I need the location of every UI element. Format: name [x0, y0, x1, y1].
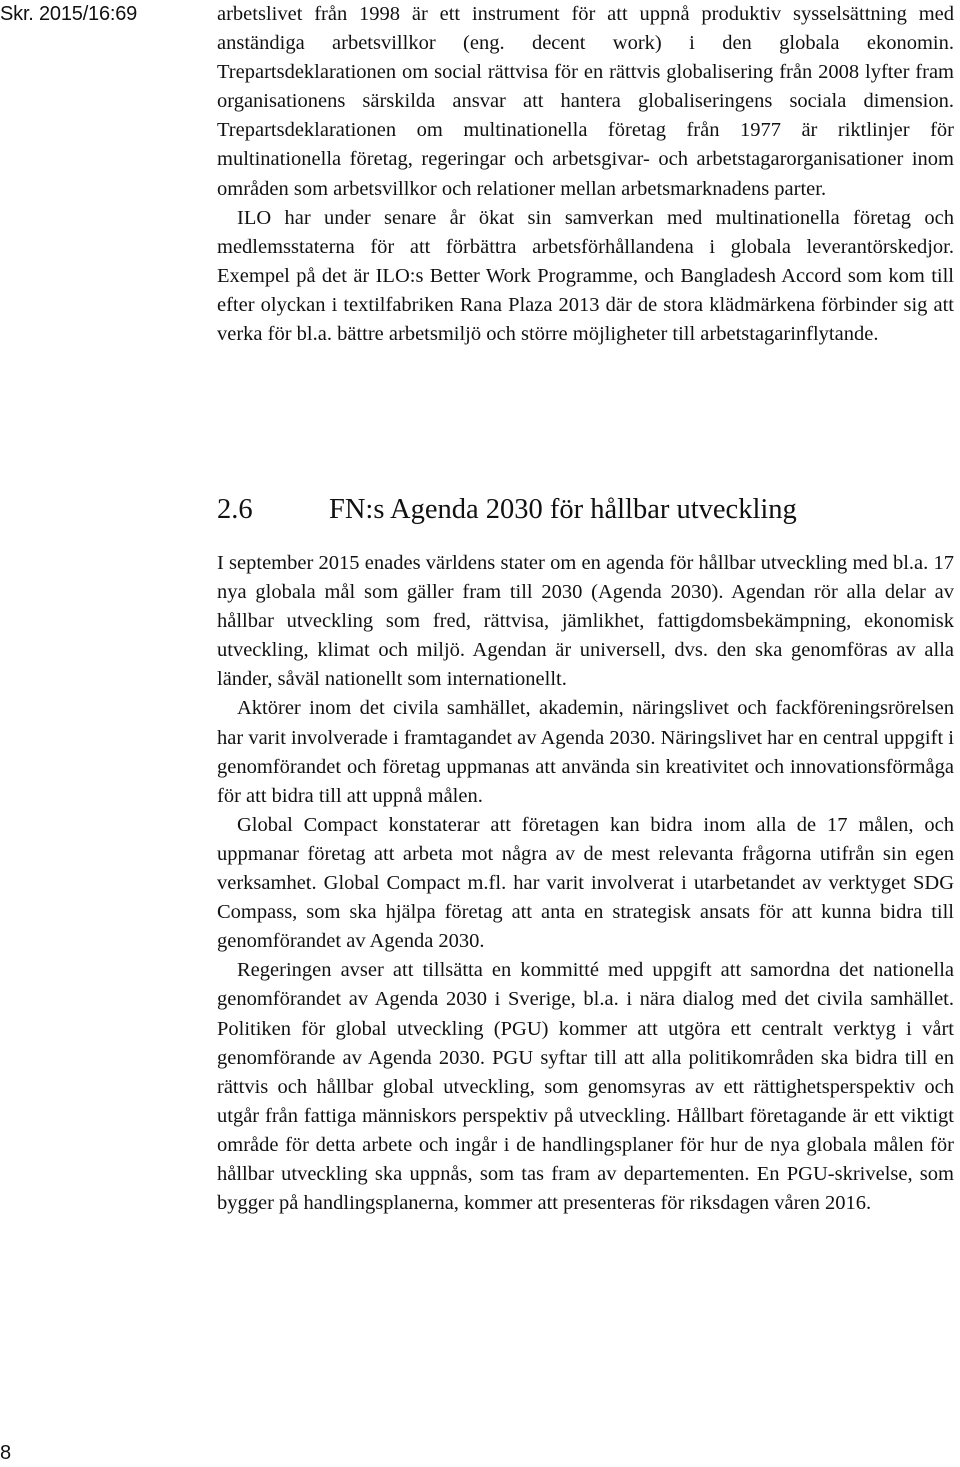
section-title: FN:s Agenda 2030 för hållbar utveckling: [329, 494, 797, 525]
section-paragraph-1: I september 2015 enades världens stater om en agenda för hållbar utveckling med bl.a. 17 nya globala mål som gäller fram till 2030 (Agenda 2030). Agendan rör alla delar av hållbar utveckling som fred, rättvisa, jämlikhet, fattigdomsbekämpning, ekonomisk utveckling, klimat och miljö. Agendan är universell, dvs. den ska genomföras av alla länder, såväl nationellt som internationellt.: [217, 552, 954, 691]
section-heading: [217, 490, 954, 530]
intro-paragraph-2: ILO har under senare år ökat sin samverkan med multinationella företag och medlemsstaterna för att förbättra arbetsförhållandena i globala leverantörskedjor. Exempel på det är ILO:s Better Work Programme, och Bangladesh Accord som kom till efter olyckan i textilfabriken Rana Plaza 2013 där de stora klädmärkena förbinder sig att verka för bl.a. bättre arbetsmiljö och större möjligheter till arbetstagarinflytande.: [217, 206, 954, 346]
intro-text: [217, 0, 954, 349]
section-number: 2.6: [217, 494, 253, 525]
section-paragraph-2: Aktörer inom det civila samhället, akademin, näringslivet och fackföreningsrörelsen har varit involverade i framtagandet av Agenda 2030. Näringslivet har en central uppgift i genomförandet och företag uppmanas att använda sin kreativitet och innovationsförmåga för att bidra till att uppnå målen.: [217, 697, 954, 807]
document-reference: Skr. 2015/16:69: [0, 3, 138, 25]
section-paragraph-4: Regeringen avser att tillsätta en kommitté med uppgift att samordna det nationella genomförandet av Agenda 2030 i Sverige, bl.a. i nära dialog med det civila samhället. Politiken för global utveckling (PGU) kommer att utgöra ett centralt verktyg i vårt genomförande av Agenda 2030. PGU syftar till att alla politikområden ska bidra till en rättvis och hållbar global utveckling, som genomsyras av ett rättighetsperspektiv och utgår från fattiga människors perspektiv på utveckling. Hållbart företagande är ett viktigt område för detta arbete och ingår i de handlingsplaner för hur de nya globala målen för hållbar utveckling ska uppnås, som tas fram av departementen. En PGU-skrivelse, som bygger på handlingsplanerna, kommer att presenteras för riksdagen våren 2016.: [217, 959, 954, 1215]
page-number: 8: [0, 1442, 12, 1464]
section-paragraph-3: Global Compact konstaterar att företagen kan bidra inom alla de 17 målen, och uppmanar företag att arbeta mot några av de mest relevanta frågorna utifrån sin egen verksamhet. Global Compact m.fl. har varit involverat i utarbetandet av verktyget SDG Compass, som ska hjälpa företag att anta en strategisk ansats för att kunna bidra till genomförandet av Agenda 2030.: [217, 813, 954, 953]
section-body: [217, 549, 954, 1218]
intro-paragraph-1: arbetslivet från 1998 är ett instrument för att uppnå produktiv sysselsättning med anständiga arbetsvillkor (eng. decent work) i den globala ekonomin. Trepartsdeklarationen om social rättvisa för en rättvis globalisering från 2008 lyfter fram organisationens särskilda ansvar att hantera globaliseringens sociala dimension. Trepartsdeklarationen om multinationella företag från 1977 är riktlinjer för multinationella företag, regeringar och arbetsgivar- och arbetstagarorganisationer inom områden som arbetsvillkor och relationer mellan arbetsmarknadens parter.: [217, 3, 954, 200]
